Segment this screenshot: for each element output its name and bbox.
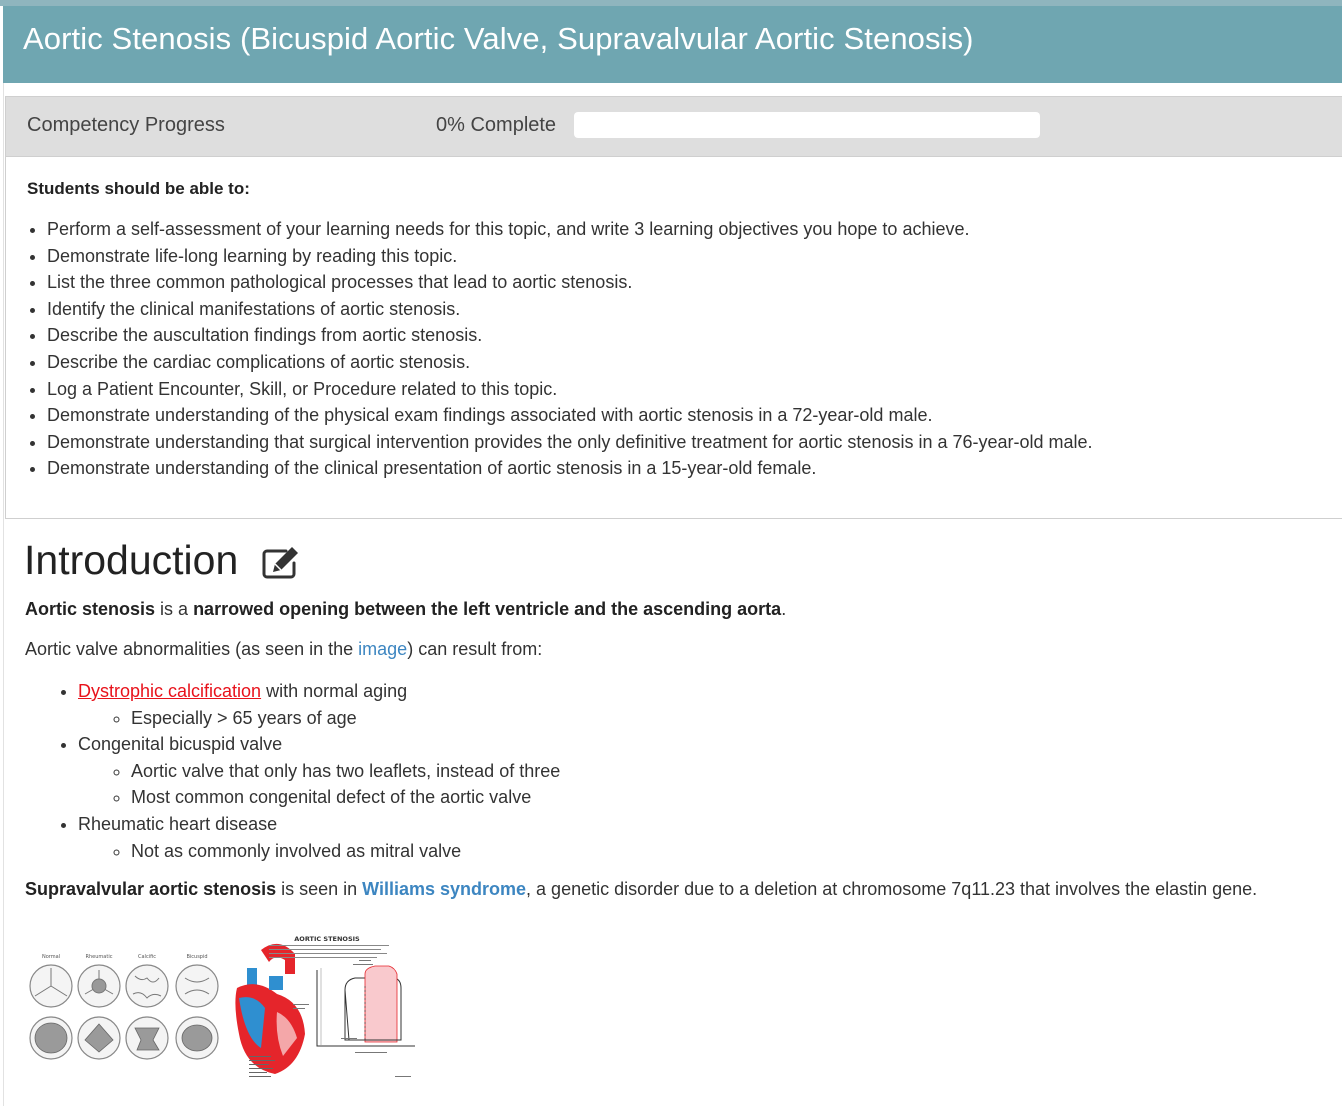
text-span: . — [781, 599, 787, 619]
objectives-title: Students should be able to: — [27, 179, 250, 198]
list-item: ◦ Most common congenital defect of the aortic valve — [131, 784, 560, 811]
text-span: Congenital bicuspid valve — [78, 734, 283, 755]
objective-item: • List the three common pathological processes that lead to aortic stenosis. — [47, 269, 1093, 296]
sub-list — [78, 705, 560, 732]
valve-label: Bicuspid — [186, 954, 208, 960]
text-span: Aortic valve abnormalities (as seen in the — [25, 639, 359, 659]
list-item — [78, 678, 560, 731]
content-left-border — [3, 83, 4, 1106]
objective-item: • Identify the clinical manifestations of aortic stenosis. — [47, 296, 1093, 323]
williams-syndrome-link[interactable]: Williams syndrome — [362, 879, 527, 899]
list-item — [78, 731, 560, 811]
term-supravalvular: Supravalvular aortic stenosis — [25, 879, 277, 899]
dystrophic-calcification-link[interactable]: Dystrophic calcification — [78, 681, 262, 701]
list-item: ◦ Especially > 65 years of age — [131, 705, 560, 732]
progress-percent-text: 0% Complete — [436, 114, 557, 136]
text-span: , a genetic disorder due to a deletion at chromosome 7q11.23 that involves the elastin gene. — [526, 879, 1258, 899]
section-title-introduction: Introduction — [24, 537, 239, 583]
text-span: is a — [155, 599, 194, 619]
supravalvular-paragraph — [25, 879, 1257, 900]
list-item: ◦ Aortic valve that only has two leaflets, instead of three — [131, 758, 560, 785]
objective-item: • Demonstrate life-long learning by reading this topic. — [47, 243, 1093, 270]
intro-abnormalities — [25, 639, 542, 660]
sub-list — [78, 758, 560, 811]
intro-definition — [25, 599, 786, 620]
image-link[interactable]: image — [358, 639, 408, 659]
text-span: ) can result from: — [407, 639, 543, 659]
page-title: Aortic Stenosis (Bicuspid Aortic Valve, Supravalvular Aortic Stenosis) — [23, 21, 974, 56]
aortic-stenosis-illustration[interactable] — [25, 928, 417, 1083]
objectives-list — [6, 216, 1093, 482]
objective-item: • Demonstrate understanding that surgical intervention provides the only definitive treatment for aortic stenosis in a 76-year-old male. — [47, 429, 1093, 456]
objective-item: • Demonstrate understanding of the physical exam findings associated with aortic stenosis in a 72-year-old male. — [47, 402, 1093, 429]
valve-label: Rheumatic — [85, 954, 113, 960]
figure-title: AORTIC STENOSIS — [294, 935, 360, 943]
causes-list — [0, 678, 560, 864]
edit-icon[interactable] — [262, 545, 300, 579]
competency-progress-label: Competency Progress — [27, 114, 225, 136]
objective-item: • Describe the cardiac complications of aortic stenosis. — [47, 349, 1093, 376]
valve-label: Calcific — [138, 954, 156, 960]
page-header — [3, 6, 1342, 83]
text-span: with normal aging — [261, 681, 408, 701]
objective-item: • Describe the auscultation findings from aortic stenosis. — [47, 322, 1093, 349]
sub-list — [78, 838, 560, 865]
list-item: ◦ Not as commonly involved as mitral valve — [131, 838, 560, 865]
list-item — [78, 811, 560, 864]
objective-item: • Demonstrate understanding of the clinical presentation of aortic stenosis in a 15-year-old female. — [47, 455, 1093, 482]
objective-item: • Log a Patient Encounter, Skill, or Procedure related to this topic. — [47, 376, 1093, 403]
text-span: is seen in — [276, 879, 363, 899]
term-aortic-stenosis: Aortic stenosis — [25, 599, 156, 619]
competency-panel — [5, 96, 1342, 519]
valve-label: Normal — [41, 954, 61, 960]
definition-bold: narrowed opening between the left ventricle and the ascending aorta — [193, 599, 782, 619]
progress-bar — [574, 112, 1040, 138]
competency-header — [6, 97, 1342, 157]
text-span: Rheumatic heart disease — [78, 813, 278, 834]
objective-item: • Perform a self-assessment of your learning needs for this topic, and write 3 learning objectives you hope to achieve. — [47, 216, 1093, 243]
